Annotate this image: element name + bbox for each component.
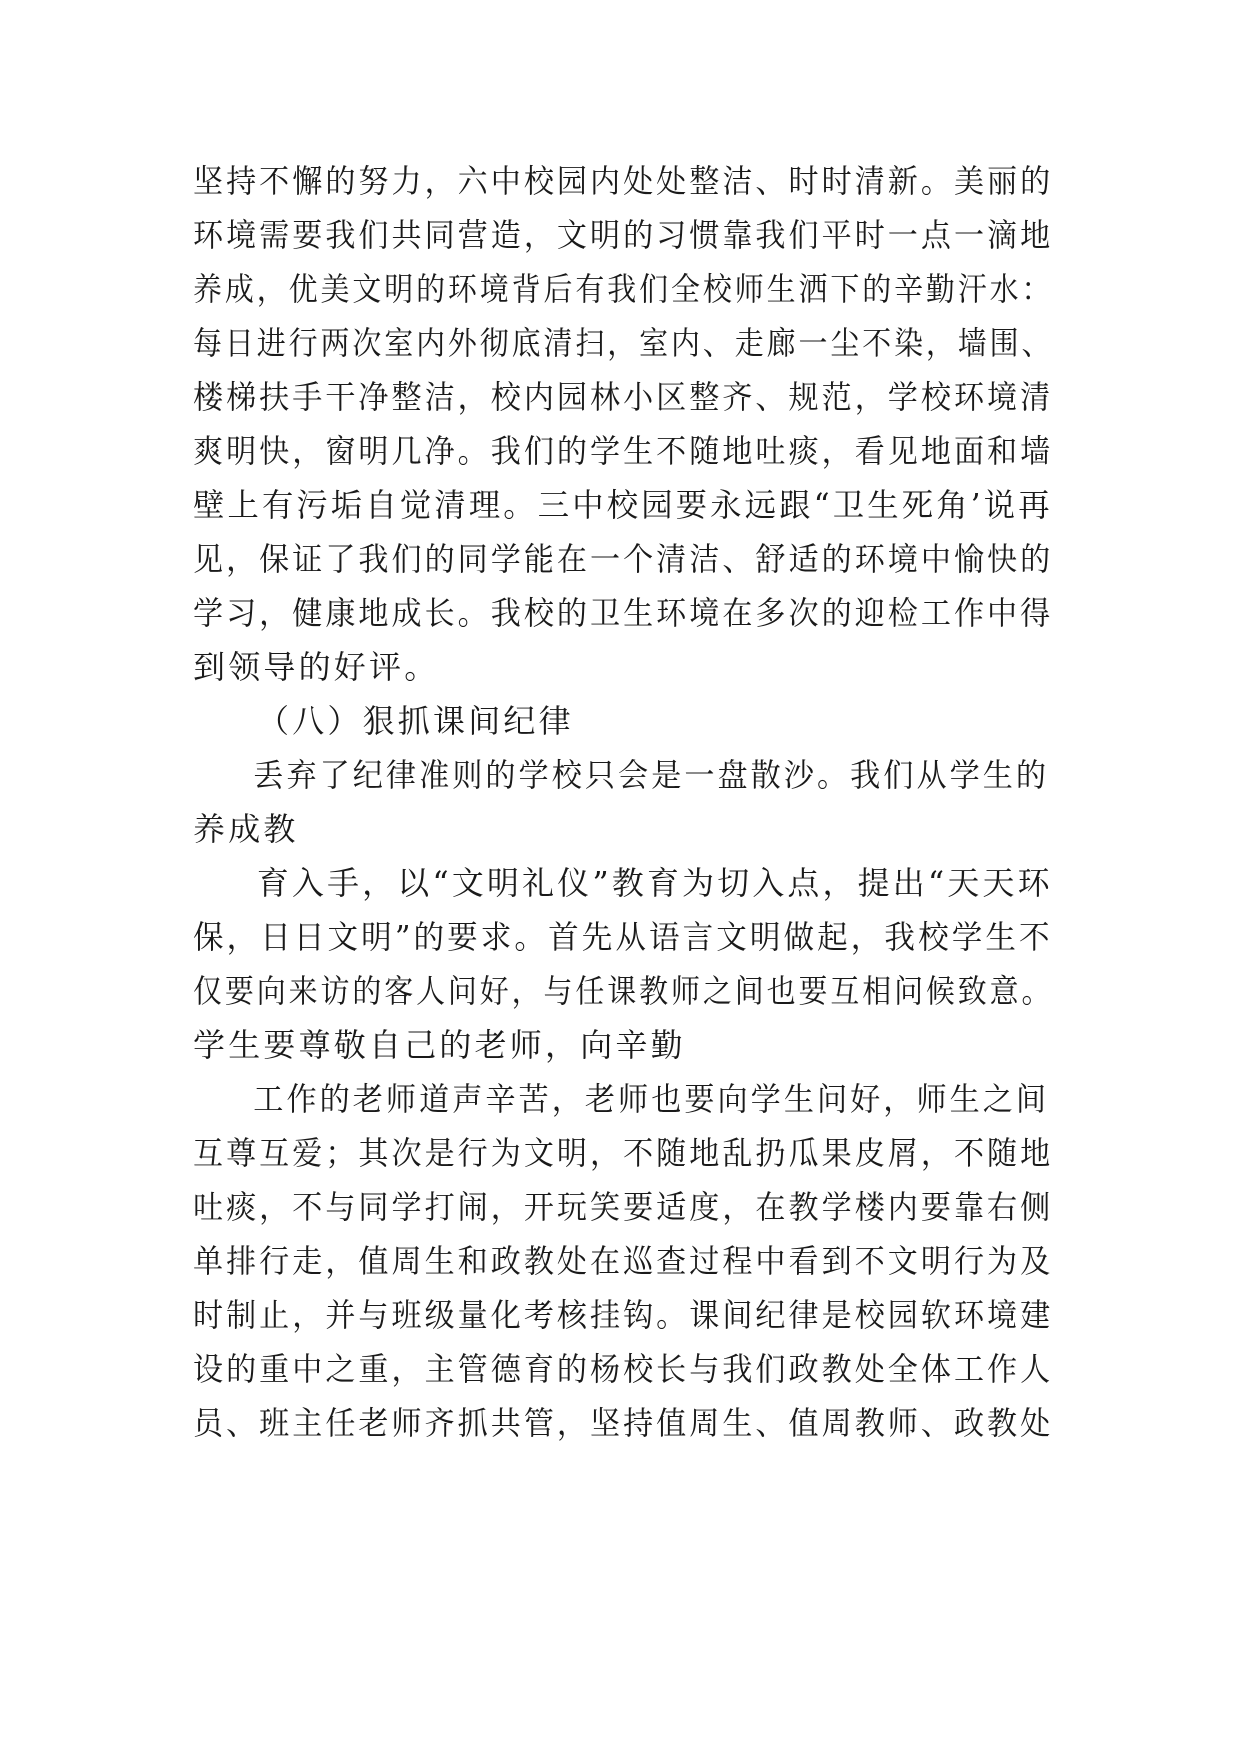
text-line: 育入手，以“文明礼仪”教育为切入点，提出“天天环 [256,864,1053,902]
text-line: 时制止，并与班级量化考核挂钩。课间纪律是校园软环境建 [193,1296,1054,1334]
text-line: 学生要尊敬自己的老师，向辛勤 [193,1026,686,1064]
text-line: 养成教 [193,810,299,848]
text-line: （八）狠抓课间纪律 [257,702,574,740]
text-line: 吐痰，不与同学打闹，开玩笑要适度，在教学楼内要靠右侧 [193,1188,1054,1226]
text-line: 工作的老师道声辛苦，老师也要向学生问好，师生之间 [253,1080,1050,1118]
text-line: 环境需要我们共同营造，文明的习惯靠我们平时一点一滴地 [193,216,1054,254]
text-line: 仅要向来访的客人问好，与任课教师之间也要互相问候致意。 [193,972,1054,1010]
text-line: 到领导的好评。 [193,648,440,686]
text-line: 员、班主任老师齐抓共管，坚持值周生、值周教师、政教处 [193,1404,1054,1442]
text-line: 养成，优美文明的环境背后有我们全校师生洒下的辛勤汗水： [193,270,1054,308]
text-line: 坚持不懈的努力，六中校园内处处整洁、时时清新。美丽的 [193,162,1054,200]
text-line: 每日进行两次室内外彻底清扫，室内、走廊一尘不染，墙围、 [193,324,1054,362]
text-line: 设的重中之重，主管德育的杨校长与我们政教处全体工作人 [193,1350,1054,1388]
text-line: 壁上有污垢自觉清理。三中校园要永远跟“卫生死角’说再 [193,486,1053,524]
text-line: 见，保证了我们的同学能在一个清洁、舒适的环境中愉快的 [193,540,1054,578]
text-line: 互尊互爱；其次是行为文明，不随地乱扔瓜果皮屑，不随地 [193,1134,1054,1172]
text-line: 保，日日文明”的要求。首先从语言文明做起，我校学生不 [193,918,1053,956]
text-line: 爽明快，窗明几净。我们的学生不随地吐痰，看见地面和墙 [193,432,1054,470]
body-text [193,154,1053,1450]
text-line: 丢弃了纪律准则的学校只会是一盘散沙。我们从学生的 [253,756,1050,794]
text-line: 单排行走，值周生和政教处在巡查过程中看到不文明行为及 [193,1242,1054,1280]
text-line: 楼梯扶手干净整洁，校内园林小区整齐、规范，学校环境清 [193,378,1054,416]
text-line: 学习，健康地成长。我校的卫生环境在多次的迎检工作中得 [193,594,1054,632]
